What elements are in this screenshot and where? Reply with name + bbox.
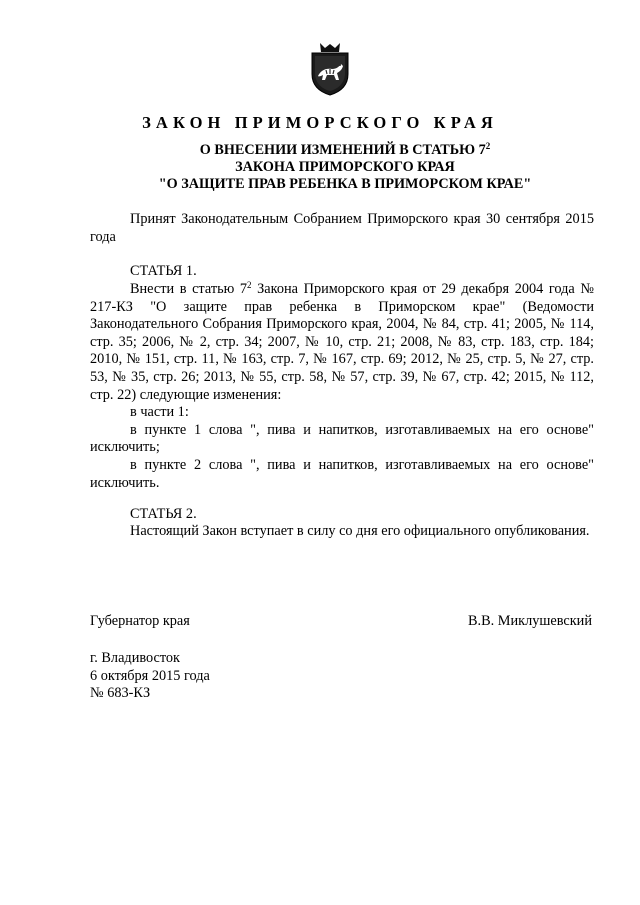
coat-of-arms-icon <box>306 40 354 96</box>
article-2-text: Настоящий Закон вступает в силу со дня его официального опубликования. <box>130 523 590 539</box>
law-title: ЗАКОН ПРИМОРСКОГО КРАЯ <box>142 113 498 132</box>
subtitle-line-1: О ВНЕСЕНИИ ИЗМЕНЕНИЙ В СТАТЬЮ $7^2$ <box>199 141 491 158</box>
signatory-role: Губернатор края <box>90 613 190 629</box>
footer-date: 6 октября 2015 года <box>90 667 210 684</box>
article-1-item-2: в пункте 2 слова ", пива и напитков, изготавливаемых на его основе" исключить. <box>90 456 594 491</box>
article-1-item-1: в пункте 1 слова ", пива и напитков, изготавливаемых на его основе" исключить; <box>90 421 594 456</box>
article-1-part-1: в части 1: <box>130 404 189 421</box>
subtitle-line-3: "О ЗАЩИТЕ ПРАВ РЕБЕНКА В ПРИМОРСКОМ КРАЕ" <box>158 176 532 192</box>
footer-law-number: № 683-КЗ <box>90 685 151 701</box>
subtitle-line-2: ЗАКОНА ПРИМОРСКОГО КРАЯ <box>235 159 455 175</box>
footer-city: г. Владивосток <box>90 650 180 666</box>
adoption-statement: Принят Законодательным Собранием Приморского края 30 сентября 2015 года <box>90 211 594 245</box>
article-1-heading: СТАТЬЯ 1. <box>130 263 197 279</box>
document-footer <box>90 650 210 703</box>
article-2-heading: СТАТЬЯ 2. <box>130 506 197 522</box>
law-subtitle <box>0 142 640 193</box>
signatory-name: В.В. Миклушевский <box>467 613 592 629</box>
article-1-body <box>90 281 594 492</box>
article-1-intro: Внести в статью $7^2$ Закона Приморского края от 29 декабря 2004 года № 217-КЗ "О защите прав ребенка в Приморском крае" (Ведомости Законодательного Собрания Приморского края, 2004, № 84, стр. 41; 2005, № 114, стр. 35; 2006, № 2, стр. 34; 2007, № 10, стр. 21; 2008, № 83, стр. 183, стр. 184; 2010, № 151, стр. 11, № 163, стр. 7, № 167, стр. 69; 2012, № 25, стр. 5, № 27, стр. 53, № 35, стр. 26; 2013, № 55, стр. 58, № 57, стр. 39, № 67, стр. 42; 2015, № 112, стр. 22) следующие изменения: <box>90 280 594 403</box>
